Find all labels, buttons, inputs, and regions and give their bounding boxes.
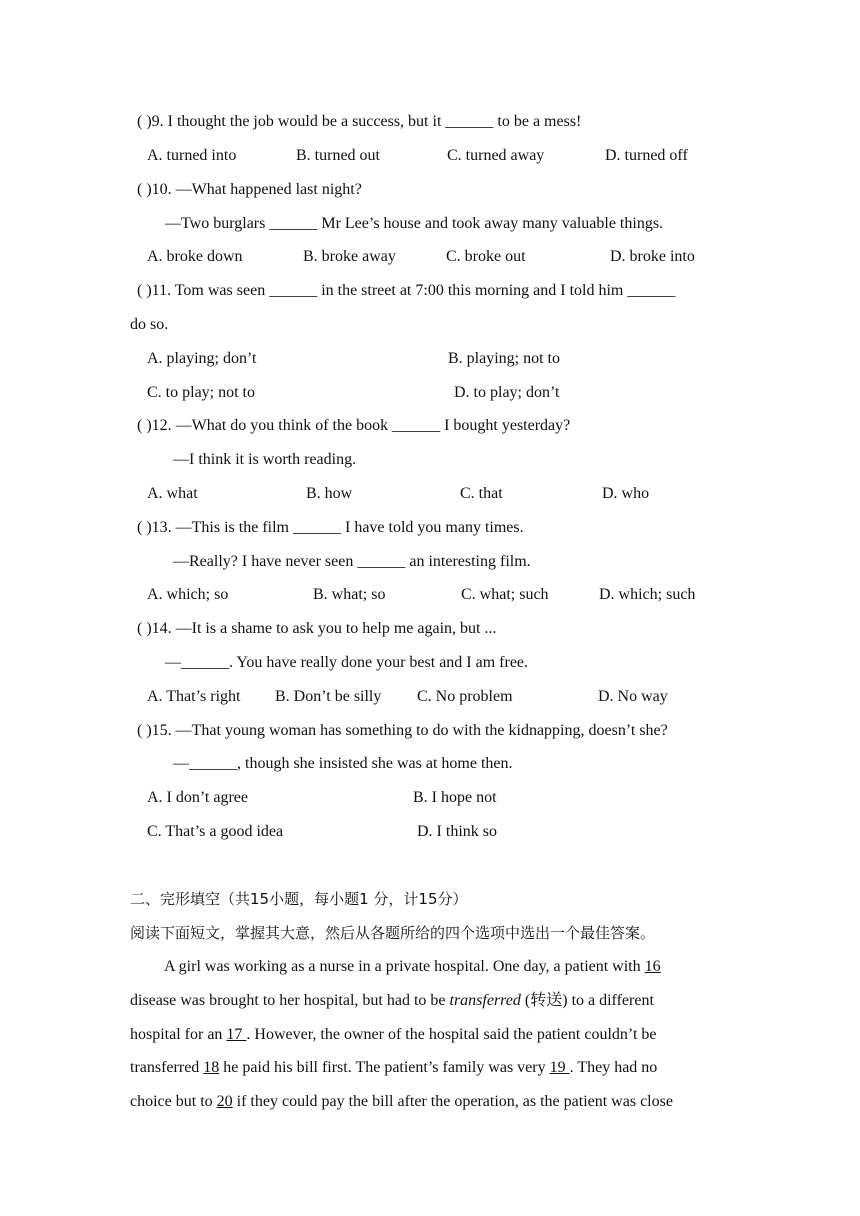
question-13-stem: ( )13. —This is the film ______ I have told you many times. [137,519,524,536]
blank-20: 20 [216,1093,233,1110]
blank-16: 16 [644,958,661,975]
option-a: A. playing; don’t [147,350,257,367]
passage-line-5: choice but to 20 if they could pay the bill after the operation, as the patient was close [130,1093,673,1110]
section-instruction: 阅读下面短文，掌握其大意，然后从各题所给的四个选项中选出一个最佳答案。 [130,924,656,942]
option-b: B. I hope not [413,789,497,806]
option-c: C. No problem [417,688,513,705]
option-d: D. to play; don’t [454,384,560,401]
option-c: C. turned away [447,147,545,164]
option-c: C. to play; not to [147,384,255,401]
option-b: B. playing; not to [448,350,560,367]
option-a: A. turned into [147,147,237,164]
question-14-reply: —______. You have really done your best and I am free. [165,654,529,671]
question-11-continuation: do so. [130,316,169,333]
passage-line-1: A girl was working as a nurse in a private hospital. One day, a patient with 16 [164,958,661,975]
option-c: C. That’s a good idea [147,823,284,840]
question-14-stem: ( )14. —It is a shame to ask you to help me again, but ... [137,620,497,637]
option-d: D. broke into [610,248,695,265]
option-b: B. what; so [313,586,386,603]
question-10-stem: ( )10. —What happened last night? [137,181,362,198]
passage-line-2: disease was brought to her hospital, but had to be transferred (转送) to a different [130,992,654,1009]
option-d: D. who [602,485,650,502]
option-a: A. That’s right [147,688,241,705]
option-c: C. broke out [446,248,526,265]
passage-line-3: hospital for an 17 . However, the owner of the hospital said the patient couldn’t be [130,1026,657,1043]
blank-17: 17 [226,1026,247,1043]
option-c: C. what; such [461,586,549,603]
option-c: C. that [460,485,503,502]
section-heading: 二、完形填空（共15小题，每小题1 分，计15分） [130,890,468,908]
option-a: A. I don’t agree [147,789,248,806]
option-a: A. which; so [147,586,229,603]
option-b: B. turned out [296,147,380,164]
option-b: B. broke away [303,248,396,265]
blank-18: 18 [203,1059,220,1076]
passage-line-4: transferred 18 he paid his bill first. The patient’s family was very 19 . They had no [130,1059,658,1076]
option-d: D. No way [598,688,668,705]
question-12-reply: —I think it is worth reading. [173,451,357,468]
option-d: D. I think so [417,823,497,840]
question-12-stem: ( )12. —What do you think of the book ______ I bought yesterday? [137,417,571,434]
blank-19: 19 [549,1059,570,1076]
option-b: B. how [306,485,353,502]
question-13-reply: —Really? I have never seen ______ an interesting film. [173,553,531,570]
option-a: A. what [147,485,198,502]
option-d: D. turned off [605,147,688,164]
question-15-reply: —______, though she insisted she was at home then. [173,755,513,772]
option-a: A. broke down [147,248,243,265]
option-d: D. which; such [599,586,696,603]
question-10-reply: —Two burglars ______ Mr Lee’s house and took away many valuable things. [165,215,664,232]
question-11-stem: ( )11. Tom was seen ______ in the street at 7:00 this morning and I told him ______ [137,282,676,299]
question-9-stem: ( )9. I thought the job would be a success, but it ______ to be a mess! [137,113,582,130]
option-b: B. Don’t be silly [275,688,382,705]
question-15-stem: ( )15. —That young woman has something to do with the kidnapping, doesn’t she? [137,722,668,739]
